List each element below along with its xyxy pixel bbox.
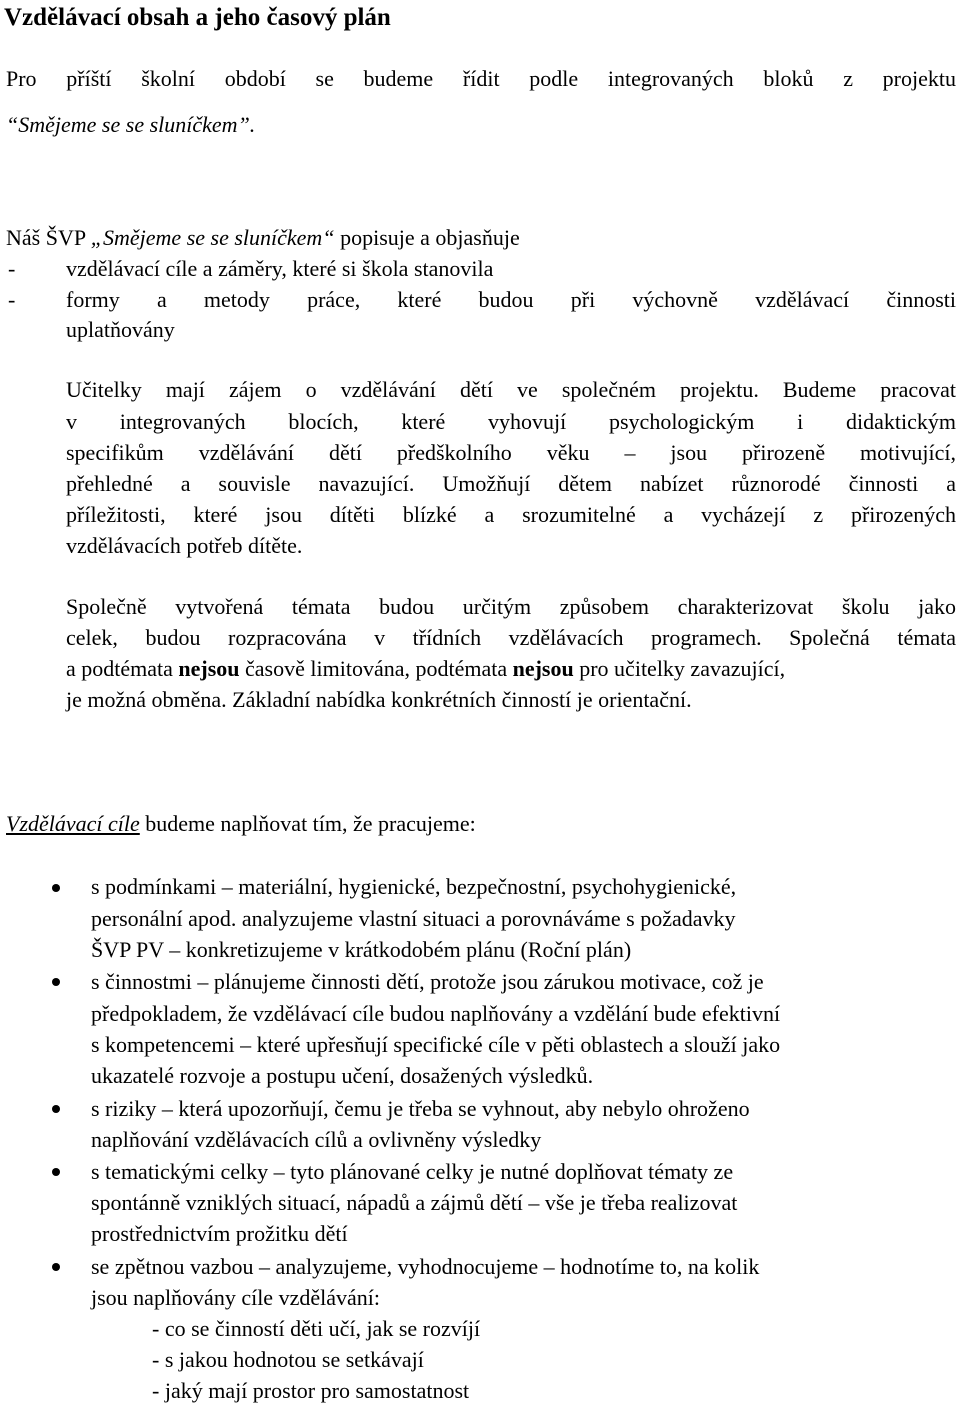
list-item-line: s riziky – která upozorňují, čemu je třeba se vyhnout, aby nebylo ohroženo [91,1096,750,1121]
list-item-line: s podmínkami – materiální, hygienické, bezpečnostní, psychohygienické, [91,874,737,899]
list-item-line: naplňování vzdělávacích cílů a ovlivněny výsledky [91,1127,542,1152]
intro-open-quote: “ [6,112,19,137]
list-item-line: s tematickými celky – tyto plánované celky je nutné doplňovat tématy ze [91,1159,734,1184]
paragraph-line: celek, budou rozpracována v třídních vzdělávacích programech. Společná témata [66,625,956,650]
bullet-icon [52,1105,60,1113]
list-item-line: se zpětnou vazbou – analyzujeme, vyhodnocujeme – hodnotíme to, na kolik [91,1254,760,1279]
goals-heading [6,808,476,839]
list-item-line: ŠVP PV – konkretizujeme v krátkodobém plánu (Roční plán) [91,937,632,962]
svp-prefix: Náš ŠVP [6,225,91,250]
paragraph-line: specifikům vzdělávání dětí předškolního věku – jsou přirozeně motivující, [66,440,956,465]
bullet-icon [52,978,60,986]
sub-list-item: - s jakou hodnotou se setkávají [152,1347,424,1372]
list-item-line: jsou naplňovány cíle vzdělávání: [91,1285,380,1310]
goals-rest: budeme naplňovat tím, že pracujeme: [139,811,476,836]
emphasis-nejsou: nejsou [512,656,574,681]
svp-dash-2: - [8,287,16,312]
intro-close: ”. [237,112,256,137]
svp-close-quote: “ [322,225,335,250]
svp-suffix: popisuje a objasňuje [334,225,520,250]
sub-list-item: - jaký mají prostor pro samostatnost [152,1378,470,1403]
bullet-icon [52,1168,60,1176]
list-item-line: spontánně vzniklých situací, nápadů a zájmů dětí – vše je třeba realizovat [91,1190,738,1215]
paragraph-line: je možná obměna. Základní nabídka konkrétních činností je orientační. [66,687,692,712]
topics-line3-part-a: a podtémata nejsou časově limitována, podtémata nejsou pro učitelky zavazující, [66,656,786,681]
paragraph-line: příležitosti, které jsou dítěti blízké a srozumitelné a vycházejí z přirozených [66,502,956,527]
svp-intro [6,222,520,253]
emphasis-nejsou: nejsou [178,656,240,681]
intro-project-name: Smějeme se se sluníčkem [18,112,238,137]
svp-item-2-line-2: uplatňovány [66,317,175,342]
svp-project-name: Smějeme se se sluníčkem [103,225,323,250]
paragraph-line: v integrovaných blocích, které vyhovují psychologickým i didaktickým [66,409,956,434]
intro-line-1: Pro příští školní období se budeme řídit podle integrovaných bloků z projektu [6,66,956,91]
svp-item-2-line-1: formy a metody práce, které budou při výchovně vzdělávací činnosti [66,287,956,312]
paragraph-line: Společně vytvořená témata budou určitým způsobem charakterizovat školu jako [66,594,956,619]
page-title: Vzdělávací obsah a jeho časový plán [4,4,391,31]
list-item-line: s činnostmi – plánujeme činnosti dětí, protože jsou zárukou motivace, což je [91,969,764,994]
sub-list-item: - co se činností děti učí, jak se rozvíjí [152,1316,481,1341]
intro-line-2 [6,109,255,140]
list-item-line: prostřednictvím prožitku dětí [91,1221,348,1246]
bullet-icon [52,1263,60,1271]
list-item-line: personální apod. analyzujeme vlastní situaci a porovnáváme s požadavky [91,906,736,931]
list-item-line: ukazatelé rozvoje a postupu učení, dosažených výsledků. [91,1063,594,1088]
list-item-line: s kompetencemi – které upřesňují specifické cíle v pěti oblastech a slouží jako [91,1032,781,1057]
svp-item-1: vzdělávací cíle a záměry, které si škola stanovila [66,256,494,281]
list-item-line: předpokladem, že vzdělávací cíle budou naplňovány a vzdělání bude efektivní [91,1001,781,1026]
paragraph-line: vzdělávacích potřeb dítěte. [66,533,303,558]
paragraph-line: Učitelky mají zájem o vzdělávání dětí ve společném projektu. Budeme pracovat [66,377,956,402]
svp-open-quote: „ [90,225,104,250]
goals-term: Vzdělávací cíle [6,811,140,836]
bullet-icon [52,884,60,892]
paragraph-line-mixed [66,653,956,684]
paragraph-line: přehledné a souvisle navazující. Umožňují dětem nabízet různorodé činnosti a [66,471,956,496]
svp-dash-1: - [8,256,16,281]
